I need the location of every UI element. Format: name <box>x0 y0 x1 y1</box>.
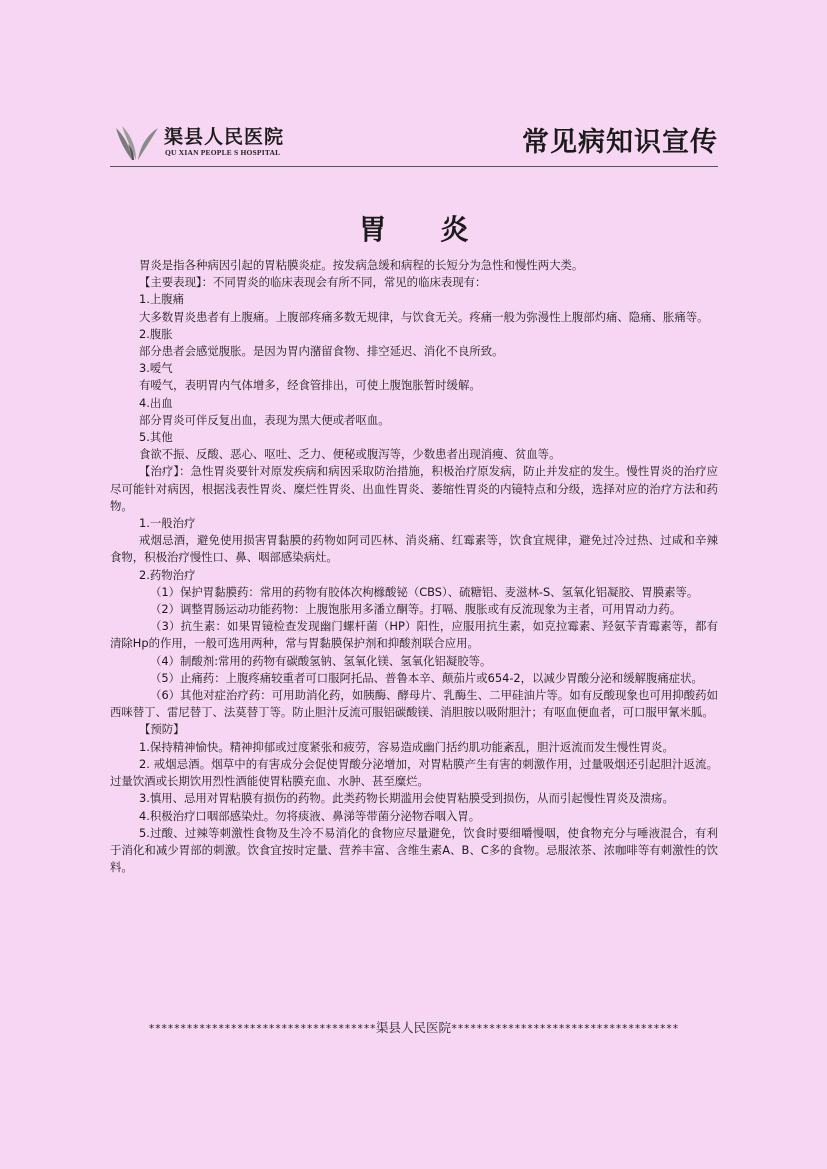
body-paragraph: 2.药物治疗 <box>139 567 196 582</box>
body-paragraph: 5.其他 <box>139 430 173 445</box>
header-title: 常见病知识宣传 <box>522 127 718 158</box>
hospital-logo-icon <box>110 122 162 162</box>
page-header <box>110 118 718 167</box>
body-paragraph: 【治疗】：急性胃炎要针对原发疾病和病因采取防治措施，积极治疗原发病，防止并发症的发生。慢性胃炎的治疗应尽可能针对病因，根据浅表性胃炎、糜烂性胃炎、出血性胃炎、萎缩性胃炎的内镜特点和分级，选择对应的治疗方法和药物。 <box>110 464 718 513</box>
footer-hospital-name: 渠县人民医院 <box>375 1020 451 1035</box>
body-paragraph: （3）抗生素：如果胃镜检查发现幽门螺杆菌（HP）阳性，应服用抗生素，如克拉霉素、羟氨苄青霉素等，都有清除Hp的作用，一般可选用两种，常与胃黏膜保护剂和抑酸剂联合应用。 <box>110 619 718 651</box>
body-paragraph: 有嗳气，表明胃内气体增多，经食管排出，可使上腹饱胀暂时缓解。 <box>139 378 481 393</box>
body-paragraph: 2.腹胀 <box>139 326 173 341</box>
document-body <box>110 257 718 876</box>
body-paragraph: （6）其他对症治疗药：可用助消化药，如胰酶、酵母片、乳酶生、二甲硅油片等。如有反酸现象也可用抑酸药如西咪替丁、雷尼替丁、法莫替丁等。防止胆汁反流可服铝碳酸镁、消胆胺以吸附胆汁；有呕血便血者，可口服甲氰米胍。 <box>110 688 718 720</box>
body-paragraph: （5）止痛药：上腹疼痛较重者可口服阿托品、普鲁本辛、颠茄片或654-2，以减少胃酸分泌和缓解腹痛症状。 <box>150 670 703 685</box>
body-paragraph: 【预防】 <box>139 722 185 737</box>
body-paragraph: 部分胃炎可伴反复出血，表现为黑大便或者呕血。 <box>139 412 390 427</box>
body-paragraph: （2）调整胃肠运动功能药物：上腹饱胀用多潘立酮等。打嗝、腹胀或有反流现象为主者，可用胃动力药。 <box>150 602 682 617</box>
body-paragraph: 食欲不振、反酸、恶心、呕吐、乏力、便秘或腹泻等，少数患者出现消瘦、贫血等。 <box>139 447 561 462</box>
footer-stars-left: ************************************ <box>148 1023 376 1035</box>
document-title: 胃 炎 <box>358 213 491 246</box>
body-paragraph: 1.保持精神愉快。精神抑郁或过度紧张和疲劳，容易造成幽门括约肌功能紊乱，胆汁返流而发生慢性胃炎。 <box>139 739 674 754</box>
body-paragraph: 3.嗳气 <box>139 361 173 376</box>
body-paragraph: 2. 戒烟忌酒。烟草中的有害成分会促使胃酸分泌增加，对胃粘膜产生有害的刺激作用，过量吸烟还引起胆汁返流。过量饮酒或长期饮用烈性酒能使胃粘膜充血、水肿、甚至糜烂。 <box>110 756 718 789</box>
body-paragraph: 3.慎用、忌用对胃粘膜有损伤的药物。此类药物长期滥用会使胃粘膜受到损伤，从而引起慢性胃炎及溃疡。 <box>139 791 674 806</box>
body-paragraph: 部分患者会感觉腹胀。是因为胃内潴留食物、排空延迟、消化不良所致。 <box>139 344 504 359</box>
body-paragraph: 5.过酸、过辣等刺激性食物及生冷不易消化的食物应尽量避免，饮食时要细嚼慢咽，使食物充分与唾液混合，有利于消化和减少胃部的刺激。饮食宜按时定量、营养丰富、含维生素A、B、C多的食物。忌服浓茶、浓咖啡等有刺激性的饮料。 <box>110 825 718 875</box>
body-paragraph: （1）保护胃黏膜药：常用的药物有胶体次枸橼酸铋（CBS）、硫糖铝、麦滋林-S、氢氧化铝凝胶、胃膜素等。 <box>150 584 699 599</box>
footer-stars-right: ************************************ <box>451 1023 679 1035</box>
body-paragraph: 1.一般治疗 <box>139 516 196 531</box>
body-paragraph: 戒烟忌酒，避免使用损害胃黏膜的药物如阿司匹林、消炎痛、红霉素等，饮食宜规律，避免过冷过热、过咸和辛辣食物，积极治疗慢性口、鼻、咽部感染病灶。 <box>110 533 718 565</box>
page-footer <box>0 1018 827 1036</box>
body-paragraph: 胃炎是指各种病因引起的胃粘膜炎症。按发病急缓和病程的长短分为急性和慢性两大类。 <box>139 258 584 272</box>
body-paragraph: （4）制酸剂:常用的药物有碳酸氢钠、氢氧化镁、氢氧化铝凝胶等。 <box>150 653 492 668</box>
body-paragraph: 【主要表现】：不同胃炎的临床表现会有所不同，常见的临床表现有： <box>139 275 487 290</box>
body-paragraph: 大多数胃炎患者有上腹痛。上腹部疼痛多数无规律，与饮食无关。疼痛一般为弥漫性上腹部灼痛、隐痛、胀痛等。 <box>139 309 709 324</box>
body-paragraph: 1.上腹痛 <box>139 292 185 307</box>
body-paragraph: 4.出血 <box>139 395 173 410</box>
hospital-name: 渠县人民医院 <box>164 126 285 148</box>
body-paragraph: 4.积极治疗口咽部感染灶。勿将痰液、鼻涕等带菌分泌物吞咽入胃。 <box>139 808 481 823</box>
hospital-name-en: QU XIAN PEOPLE S HOSPITAL <box>165 148 281 157</box>
